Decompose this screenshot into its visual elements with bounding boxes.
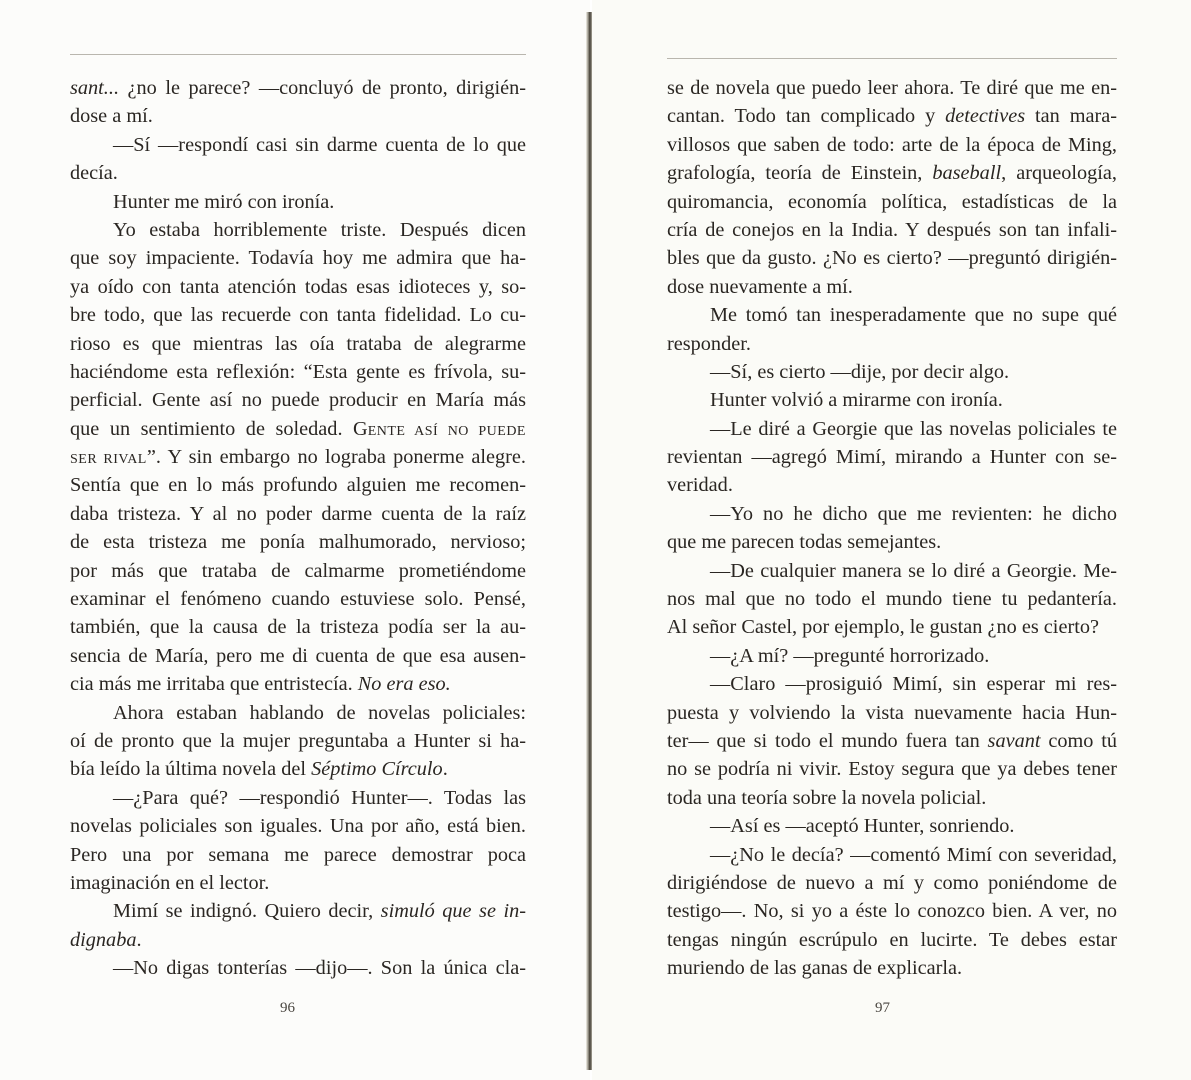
text-line: se de novela que puedo leer ahora. Te diré que me en-	[667, 77, 1117, 99]
text-line: oí de pronto que la mujer preguntaba a Hunter si ha-	[70, 729, 526, 752]
text-line: perficial. Gente así no puede producir en María más	[70, 389, 526, 412]
text-line: ya oído con tanta atención todas esas idioteces y, so-	[70, 275, 526, 298]
text-line: dose a mí.	[70, 105, 153, 128]
small-caps-text: ENTE ASÍ NO PUEDE	[367, 423, 526, 439]
text-line: —Así es —aceptó Hunter, sonriendo.	[710, 815, 1015, 838]
line-text: bía leído la última novela del	[70, 758, 312, 781]
page-number: 97	[875, 1000, 890, 1016]
text-line: muriendo de las ganas de explicarla.	[667, 957, 963, 980]
text-line: bles que da gusto. ¿No es cierto? —preguntó dirigién-	[667, 247, 1117, 270]
text-line: daba tristeza. Y al no poder darme cuenta de la raíz	[70, 502, 526, 525]
text-line: de esta tristeza me ponía malhumorado, nervioso;	[70, 531, 526, 554]
text-line: responder.	[667, 332, 751, 355]
text-line	[667, 102, 1117, 130]
text-line: Al señor Castel, por ejemplo, le gustan ¿no es cierto?	[667, 616, 1099, 639]
right-text-block	[667, 74, 1117, 983]
text-line: rioso es que mientras las oía trataba de alegrarme	[70, 332, 526, 355]
text-line: dirigiéndose de nuevo a mí y como poniéndome de	[667, 871, 1117, 894]
text-line: —Claro —prosiguió Mimí, sin esperar mi res-	[710, 673, 1117, 696]
line-text: ¿no le parece? —concluyó de pronto, dirigién-	[119, 77, 526, 99]
left-text-block	[70, 74, 526, 983]
text-line	[70, 897, 526, 925]
text-line: novelas policiales son iguales. Una por año, está bien.	[70, 815, 526, 838]
italic-text: No era eso.	[357, 673, 451, 696]
line-text: .	[442, 758, 448, 781]
text-line: Sentía que en lo más profundo alguien me recomen-	[70, 474, 526, 497]
italic-text: baseball	[932, 162, 1002, 185]
italic-text: dignaba	[70, 928, 137, 951]
text-line	[70, 74, 526, 102]
text-line: puesta y volviendo la vista nuevamente hacia Hun-	[667, 701, 1117, 724]
text-line: —Le diré a Georgie que las novelas policiales te	[710, 417, 1117, 440]
line-text: ter— que si todo el mundo fuera tan	[667, 729, 988, 752]
text-line: Yo estaba horriblemente triste. Después dicen	[113, 218, 526, 241]
line-text: cantan. Todo tan complicado y	[667, 105, 946, 128]
text-line: revientan —agregó Mimí, mirando a Hunter con se-	[667, 446, 1117, 469]
text-line: tengas ningún escrúpulo en lucirte. Te debes estar	[667, 928, 1117, 951]
page-number: 96	[280, 1000, 295, 1016]
text-line: que me parecen todas semejantes.	[667, 531, 942, 554]
small-caps-text: SER RIVAL	[70, 452, 147, 468]
text-line	[667, 727, 1117, 755]
line-text: ”. Y sin embargo no lograba ponerme alegre.	[146, 446, 526, 469]
text-line: sencia de María, pero me di cuenta de que esa ausen-	[70, 644, 526, 667]
text-line	[70, 755, 526, 783]
italic-text: savant	[987, 729, 1041, 752]
text-line: examinar el fenómeno cuando estuviese solo. Pensé,	[70, 588, 526, 611]
line-text: cia más me irritaba que entristecía.	[70, 673, 358, 696]
text-line: Pero una por semana me parece demostrar poca	[70, 843, 526, 866]
text-line: villosos que saben de todo: arte de la época de Ming,	[667, 133, 1117, 156]
text-line: nos mal que no todo el mundo tiene tu pedantería.	[667, 588, 1117, 611]
text-line: Hunter volvió a mirarme con ironía.	[710, 389, 1003, 412]
text-line: veridad.	[667, 474, 733, 497]
text-line: Ahora estaban hablando de novelas policiales:	[113, 701, 526, 724]
text-line	[70, 443, 526, 471]
line-text: .	[136, 928, 142, 951]
text-line: por más que trataba de calmarme prometiéndome	[70, 559, 526, 582]
text-line: haciéndome esta reflexión: “Esta gente es frívola, su-	[70, 360, 526, 383]
text-line: —Sí —respondí casi sin darme cuenta de lo que	[113, 133, 526, 156]
text-line: —¿No le decía? —comentó Mimí con severidad,	[710, 843, 1117, 866]
italic-text: detectives	[945, 105, 1026, 128]
italic-text: sant...	[70, 77, 120, 99]
right-page	[592, 0, 1191, 1080]
text-line: toda una teoría sobre la novela policial.	[667, 786, 987, 809]
text-line: imaginación en el lector.	[70, 871, 270, 894]
text-line: testigo—. No, si yo a éste lo conozco bien. A ver, no	[667, 900, 1117, 923]
left-page	[0, 0, 590, 1080]
text-line: Hunter me miró con ironía.	[113, 190, 335, 213]
text-line: quiromancia, economía política, estadísticas de la	[667, 190, 1117, 213]
text-line: cría de conejos en la India. Y después son tan infali-	[667, 218, 1117, 241]
text-line: —¿A mí? —pregunté horrorizado.	[710, 644, 990, 667]
text-line: decía.	[70, 162, 118, 185]
line-text: tan mara-	[1025, 105, 1117, 128]
line-text: grafología, teoría de Einstein,	[667, 162, 933, 185]
italic-text: simuló que se in-	[380, 900, 526, 923]
line-text: como tú	[1040, 729, 1117, 752]
text-line: que soy impaciente. Todavía hoy me admira que ha-	[70, 247, 526, 270]
text-line	[70, 670, 526, 698]
text-line: —Yo no he dicho que me revienten: he dicho	[710, 502, 1117, 525]
text-line	[70, 926, 526, 954]
text-line	[70, 415, 526, 443]
header-rule	[70, 54, 526, 55]
text-line: —De cualquier manera se lo diré a Georgie. Me-	[710, 559, 1117, 582]
text-line: —Sí, es cierto —dije, por decir algo.	[710, 360, 1010, 383]
text-line	[667, 159, 1117, 187]
text-line: también, que la causa de la tristeza podía ser la au-	[70, 616, 526, 639]
header-rule	[667, 58, 1117, 59]
text-line: Me tomó tan inesperadamente que no supe qué	[710, 304, 1117, 327]
text-line: —¿Para qué? —respondió Hunter—. Todas las	[113, 786, 526, 809]
text-line: no se podría ni vivir. Estoy segura que ya debes tener	[667, 758, 1117, 781]
line-text: que un sentimiento de soledad. G	[70, 417, 368, 440]
italic-text: Séptimo Círculo	[311, 758, 443, 781]
text-line: dose nuevamente a mí.	[667, 275, 853, 298]
line-text: , arqueología,	[1001, 162, 1117, 185]
line-text: Mimí se indignó. Quiero decir,	[113, 900, 381, 923]
text-line: bre todo, que las recuerde con tanta fidelidad. Lo cu-	[70, 304, 526, 327]
text-line: —No digas tonterías —dijo—. Son la única cla-	[113, 957, 526, 980]
